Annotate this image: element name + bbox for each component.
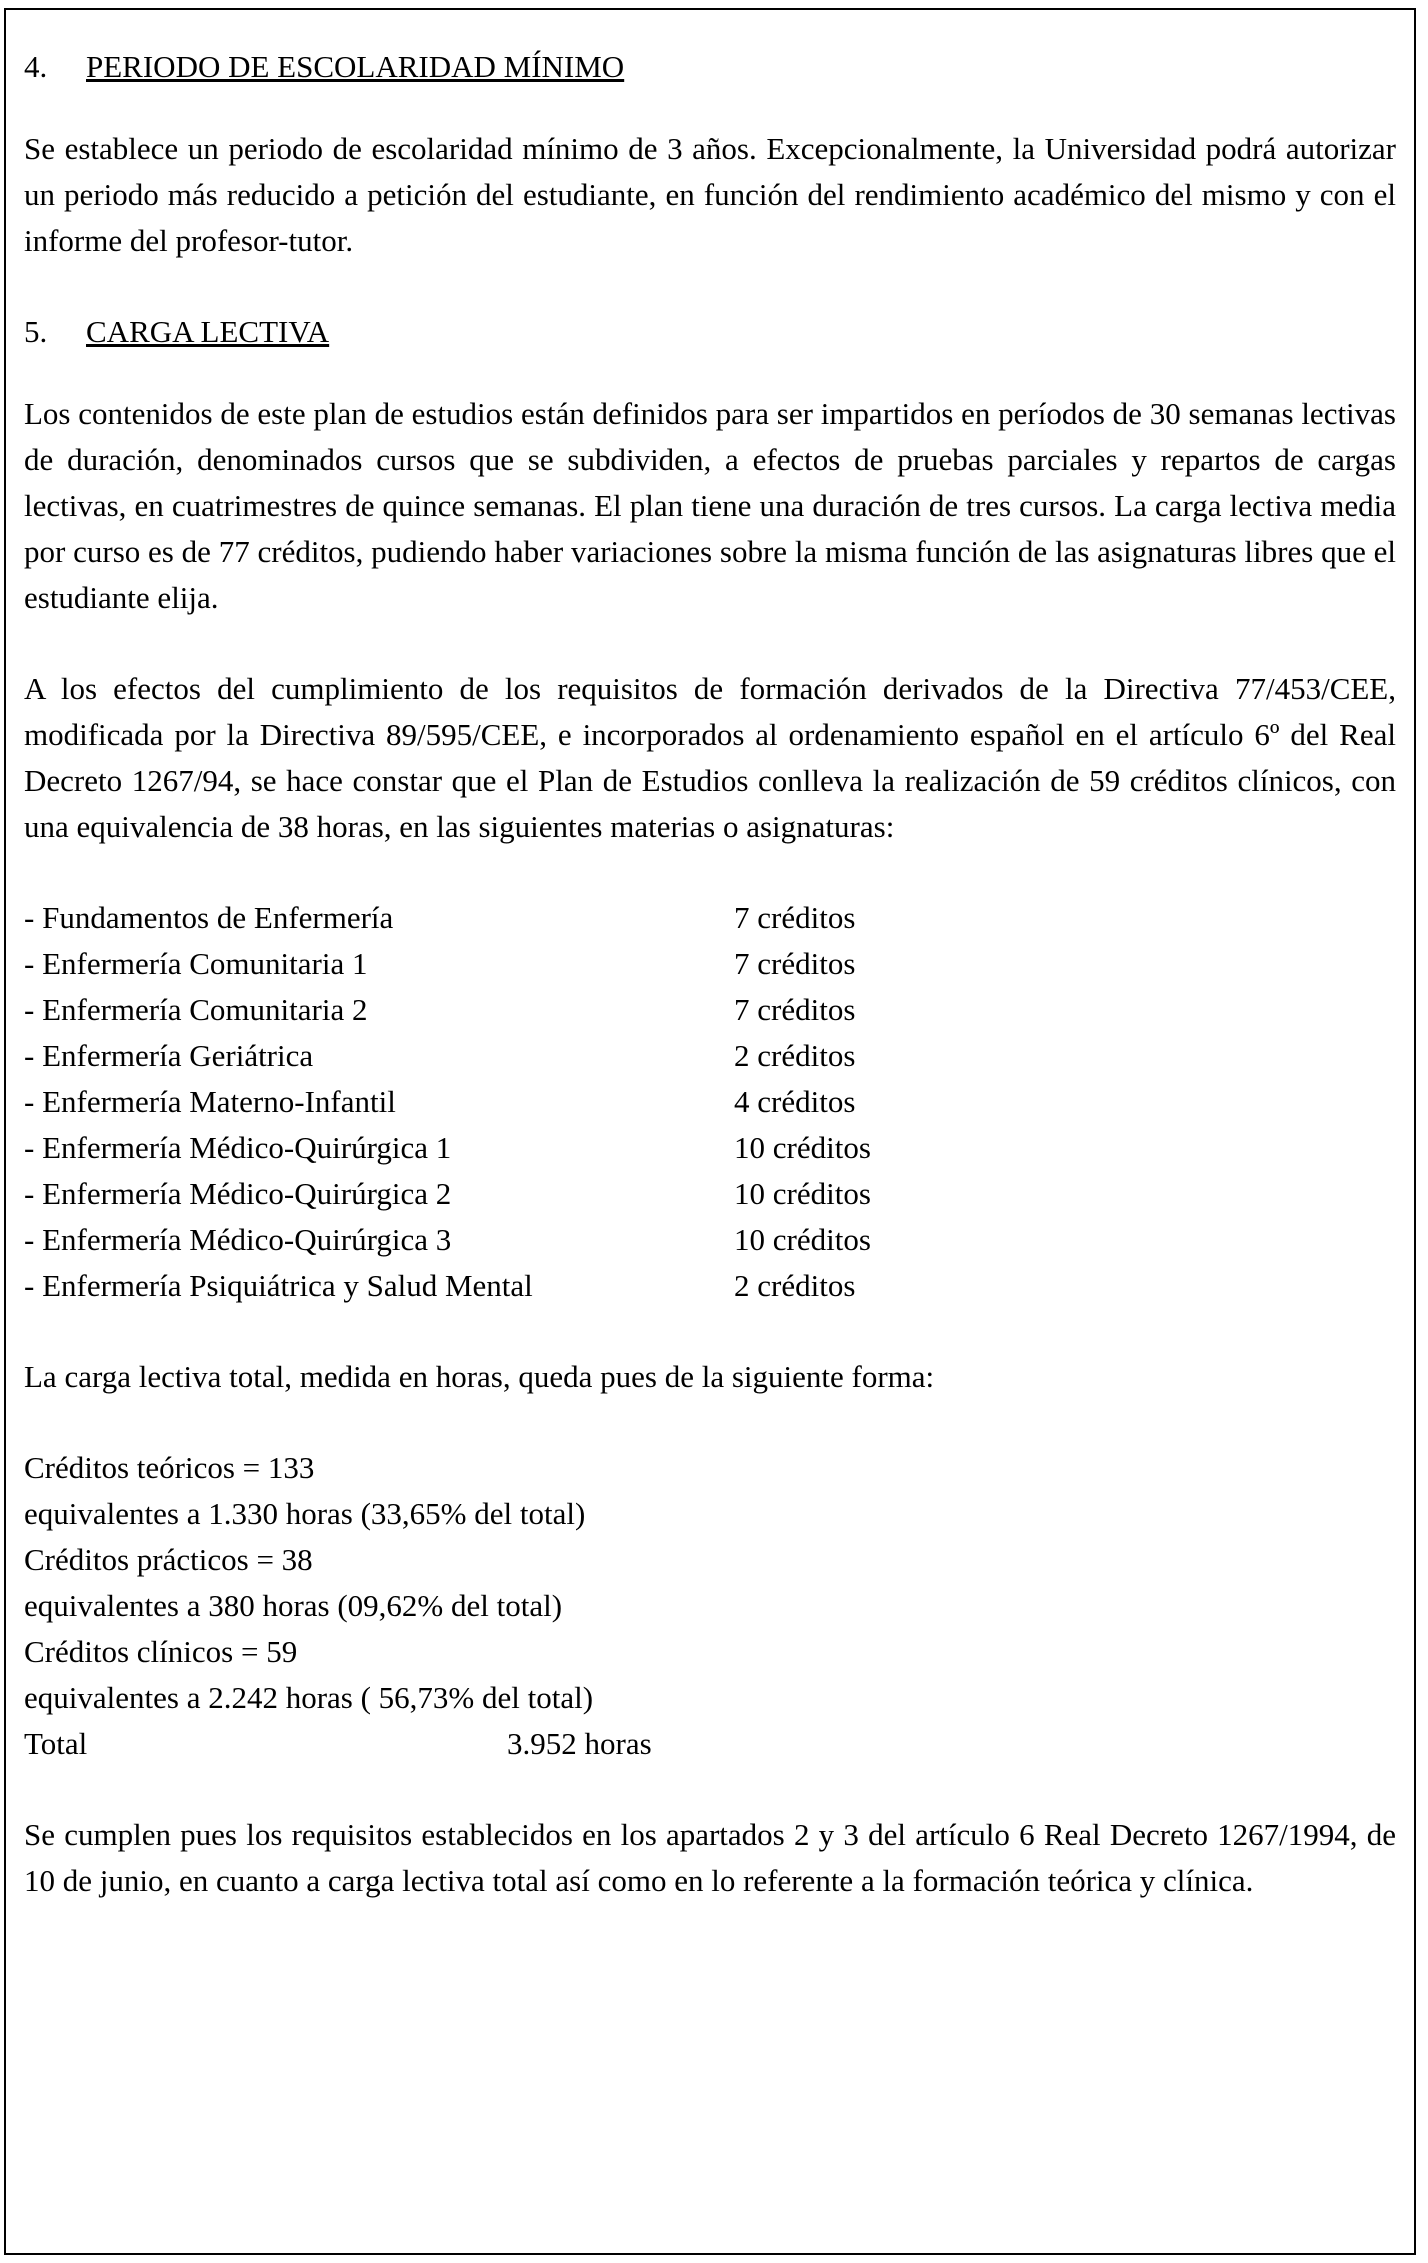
totals-line: equivalentes a 380 horas (09,62% del total) [24,1588,563,1623]
section-4-title: PERIODO DE ESCOLARIDAD MÍNIMO [86,49,625,84]
totals-line: equivalentes a 2.242 horas ( 56,73% del total) [24,1680,594,1715]
subject-credits: 7 créditos [734,900,856,935]
subject-credits: 7 créditos [734,992,856,1027]
section-5-paragraph-2: A los efectos del cumplimiento de los requisitos de formación derivados de la Directiva 77/453/CEE, modificada por la Directiva 89/595/CEE, e incorporados al ordenamiento español en el artículo 6º del Real Decreto 1267/94, se hace constar que el Plan de Estudios conlleva la realización de 59 créditos clínicos, con una equivalencia de 38 horas, en las siguientes materias o asignaturas: [24,671,1396,844]
section-5-title: CARGA LECTIVA [86,314,330,349]
totals-line: Créditos prácticos = 38 [24,1542,313,1577]
section-5-paragraph-1: Los contenidos de este plan de estudios están definidos para ser impartidos en períodos de 30 semanas lectivas de duración, denominados cursos que se subdividen, a efectos de pruebas parciales y repartos de cargas lectivas, en cuatrimestres de quince semanas. El plan tiene una duración de tres cursos. La carga lectiva media por curso es de 77 créditos, pudiendo haber variaciones sobre la misma función de las asignaturas libres que el estudiante elija. [24,396,1396,615]
subject-list [24,895,1396,1309]
list-item [24,1033,1396,1079]
list-item [24,1171,1396,1217]
list-item [24,987,1396,1033]
subject-name: - Enfermería Comunitaria 2 [24,992,368,1027]
subject-credits: 2 créditos [734,1268,856,1303]
subject-name: - Enfermería Médico-Quirúrgica 1 [24,1130,452,1165]
totals-line: equivalentes a 1.330 horas (33,65% del total) [24,1496,586,1531]
subject-credits: 10 créditos [734,1222,871,1257]
subject-name: - Enfermería Comunitaria 1 [24,946,368,981]
subject-credits: 10 créditos [734,1176,871,1211]
subject-name: - Enfermería Geriátrica [24,1038,314,1073]
subject-name: - Fundamentos de Enfermería [24,900,394,935]
subject-name: - Enfermería Materno-Infantil [24,1084,396,1119]
subject-credits: 2 créditos [734,1038,856,1073]
list-item [24,1125,1396,1171]
section-5-heading [24,309,1396,355]
totals-line: Créditos teóricos = 133 [24,1450,315,1485]
totals-block [24,1445,1396,1767]
section-5-paragraph-4: Se cumplen pues los requisitos establecidos en los apartados 2 y 3 del artículo 6 Real Decreto 1267/1994, de 10 de junio, en cuanto a carga lectiva total así como en lo referente a la formación teórica y clínica. [24,1817,1396,1898]
list-item [24,1263,1396,1309]
list-item [24,1217,1396,1263]
subject-credits: 4 créditos [734,1084,856,1119]
subject-name: - Enfermería Psiquiátrica y Salud Mental [24,1268,533,1303]
section-5-paragraph-3: La carga lectiva total, medida en horas, queda pues de la siguiente forma: [24,1359,935,1394]
subject-credits: 10 créditos [734,1130,871,1165]
list-item [24,941,1396,987]
list-item [24,1079,1396,1125]
total-value: 3.952 horas [507,1726,652,1761]
subject-credits: 7 créditos [734,946,856,981]
section-4-paragraph: Se establece un periodo de escolaridad mínimo de 3 años. Excepcionalmente, la Universidad podrá autorizar un periodo más reducido a petición del estudiante, en función del rendimiento académico del mismo y con el informe del profesor-tutor. [24,131,1396,258]
totals-line: Créditos clínicos = 59 [24,1634,298,1669]
subject-name: - Enfermería Médico-Quirúrgica 2 [24,1176,452,1211]
section-5-number: 5. [24,314,48,349]
section-4-number: 4. [24,49,48,84]
document-content [24,44,1396,1949]
total-label: Total [24,1726,88,1761]
subject-name: - Enfermería Médico-Quirúrgica 3 [24,1222,452,1257]
list-item [24,895,1396,941]
total-row [24,1721,1396,1767]
section-4-heading [24,44,1396,90]
